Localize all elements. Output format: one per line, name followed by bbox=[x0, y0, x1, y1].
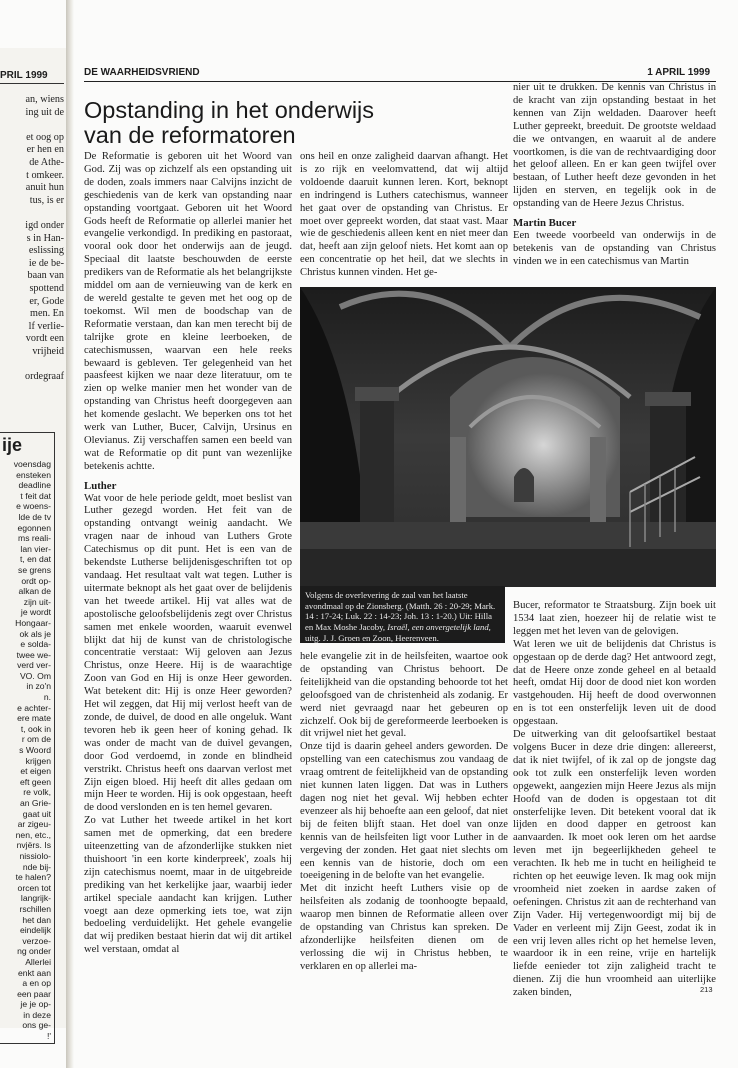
column-3-bottom bbox=[513, 600, 716, 1000]
previous-page-box-text: voensdag ensteken deadline t feit dat e woens- lde de tv egonnen ms reali- lan vier- t, en dat se grens ordt op- alkan de zijn uit- je wordt Hongaar- ok als je e solda- twee we- verd ver- VO. Om in zo'n n. e achter- ere mate t, ook in r om de s Woord krijgen et eigen eft geen re volk, an Grie- gaat uit ar zigeu- nen, etc., nvjërs. Is nissiolo- nde bij- te halen? orcen tot langrijk- rschillen het dan eindelijk verzoe- ng onder Allerlei enkt aan a en op een paar je je op- in deze ons ge- !' bbox=[13, 459, 51, 1042]
col2-paragraph-2: Onze tijd is daarin geheel anders geworden. De opstelling van een catechismus zou vandaag de vraag omtrent de feitelijkheid van de opstanding niet kunnen laten liggen. Dat was in Luthers dagen nog niet het geval. Wij hebben echter evenzeer als hij behoefte aan een geloof, dat niet bij de feiten blijft staan. Het doel van onze kennis van de heilsfeiten ligt voor Luther in de vergeving der zonden. Het gaat niet slechts om een kennis van de historie, doch om een toeeigening in de belofte van het evangelie. bbox=[300, 741, 508, 882]
col2-paragraph-3: Met dit inzicht heeft Luthers visie op de heilsfeiten als zodanig de toonhoogte bepaald, waarop men binnen de Reformatie alleen over de opstanding van Christus kan spreken. De afzonderlijke heilsfeiten dienen om de verlossing die wij in Christus hebben, te verklaren en op allerlei ma- bbox=[300, 883, 508, 972]
previous-page-box bbox=[0, 432, 55, 1044]
col3-top-paragraph: nier uit te drukken. De kennis van Christus in de kracht van zijn opstanding bestaat in het kennen van Zijn weldaden. Daarover heeft Luther gepreekt, breeduit. De grootste weldaad die we ontvangen, en waaruit al de andere voortkomen, is die van de rechtvaardiging door het geloof alleen. En er kan geen twijfel over bestaan, of Luther heeft deze gevonden in het lijden en sterven, en tegelijk ook in de opstanding van de Heere Jezus Christus. bbox=[513, 82, 716, 210]
previous-page-box-heading: ije bbox=[2, 435, 23, 455]
book-gutter bbox=[66, 0, 74, 1068]
intro-paragraph: De Reformatie is geboren uit het Woord van God. Zij was op zichzelf als een opstanding uit de doden, zoals immers naar Calvijns inzicht de geschiedenis van de kerk van opstanding naar opstanding voortgaat. Geboren uit het Woord Gods heeft de Reformatie op allerlei manier het evangelie verkondigd. In prediking en pastoraat, vooral ook door het onderwijs aan de jeugd. Speciaal dit laatste beschouwden de eerste predikers van de Reformatie als het belangrijkste middel om aan de vernieuwing van de kerk en de wereld gestalte te geven met het oog op de toekomst. Wil men de boodschap van de Reformatie verstaan, dan kan men terecht bij de talrijke grote en kleine leerboeken, de catechismussen, waarvan een hele reeks bewaard is gebleven. Ter gelegenheid van het paasfeest kijken we naar deze literatuur, om te zien op welke manier men het wonder van de opstanding van Christus heeft doorgegeven aan het komende geslacht. We beperken ons tot het werk van Luther, Bucer, Calvijn, Ursinus en Olevianus. Zij verschaffen samen een beeld van wat de Reformatie op dit punt van wezenlijke betekenis achtte. bbox=[84, 151, 292, 472]
caption-publisher: uitg. J. J. Groen en Zoon, Heerenveen. bbox=[305, 632, 439, 643]
luther-heading: Luther bbox=[84, 479, 117, 492]
luther-paragraph-1: Wat voor de hele periode geldt, moet beslist van Luther gezegd worden. Het feit van de opstanding ontvangt weinig aandacht. We vragen naar de inhoud van Luthers Grote Catechismus op dit punt. Het is een van de bekendste Lutherse belijdenisgeschriften tot op vandaag. Het resultaat valt wat tegen. Luther is uitermate beknopt als het gaat over de belijdenis van het tweede artikel. Hij vat alles wat de apostolische geloofsbelijdenis zegt over Christus samen met enkele woorden, waaruit evenwel blijkt dat hij de kunst van de christologische concentratie verstaat: Wij geloven aan Jezus Christus, onze Heere. Hij is de waarachtige Zoon van God en Hij is onze Heer geworden. Wat betekent dit: Hij is onze Heer geworden? Het wil zeggen, dat Hij mij verlost heeft van de zonde, de duivel, de dood en alle ongeluk. Want tevoren heb ik geen heer of koning gehad. Ik was onder de macht van de duivel gevangen, door God verdoemd, in zonde en blindheid verstrikt. Christus heeft ons daarvan verlost met Zijn eigen bloed. Hij heeft dit alles gedaan om mijn Heer te worden. Hij is ook opgestaan, heeft de dood verslonden en is ten hemel gevaren. bbox=[84, 492, 292, 814]
previous-page-text: an, wiens ing uit de et oog op er hen en de Athe- t omkeer. anuit hun tus, is er igd onder s in Han- eslissing ie de be- baan van spottend er, Gode men. En lf verlie- vordt een vrijheid ordegraaf bbox=[24, 94, 64, 383]
col2-top-paragraph: ons heil en onze zaligheid daarvan afhangt. Het is zo rijk en veelomvattend, dat wij altijd voldoende daaruit kunnen leren. Kort, beknopt en indringend is Luthers catechismus, wanneer het gaat over de opstanding van Christus. Er moet over gepreekt worden, dat staat vast. Maar wie de geschiedenis alleen kent en niet meer dan dat, heeft aan zijn geloof niets. Het komt aan op een concentratie op het heil, dat we slechts in Christus kunnen vinden. Het ge- bbox=[300, 151, 508, 279]
issue-date: 1 APRIL 1999 bbox=[647, 67, 710, 78]
column-2-bottom bbox=[300, 651, 508, 974]
caption-text: Volgens de overlevering de zaal van het laatste avondmaal op de Zionsberg. (Matth. 26 : 20-29; Mark. 14 : 17-24; Luk. 22 : 14-23; Joh. 13 : 1-20.) Uit: Hilla en Max Moshe Jacoby, bbox=[305, 590, 496, 633]
column-1 bbox=[84, 151, 292, 957]
page-header bbox=[84, 67, 716, 82]
col3-paragraph-1: Bucer, reformator te Straatsburg. Zijn boek uit 1534 laat zien, hoezeer hij de relatie wist te leggen met het leven van de gelovigen. bbox=[513, 600, 716, 637]
luther-paragraph-2: Zo vat Luther het tweede artikel in het kort samen met de opmerking, dat een bredere uiteenzetting van de afzonderlijke stukken niet thuishoort 'in een korte kinderpreek', zoals hij zijn catechismus noemt, maar in de uitgebreide prediking van het kerkelijke jaar, waarbij ieder artikel speciale aandacht kan krijgen. Luther voegt aan deze opmerking iets toe, wat zijn bedoeling verduidelijkt. Het gehele evangelie dat wij prediken bestaat hierin dat wij dit artikel wel verstaan, omdat al bbox=[84, 815, 292, 956]
col2-paragraph-1: hele evangelie zit in de heilsfeiten, waartoe ook de opstanding van Christus behoort. De feitelijkheid van die opstanding behoorde tot het geloofsgoed van de christenheid als zodanig. Er werd niet gevraagd naar het gebeuren op zichzelf. Ook bij de gereformeerde leerboeken is dit vrijwel niet het geval. bbox=[300, 651, 508, 740]
magazine-name: DE WAARHEIDSVRIEND bbox=[84, 67, 200, 78]
column-2-top bbox=[300, 151, 508, 280]
col3-paragraph-3: De uitwerking van dit geloofsartikel bestaat volgens Bucer in deze drie dingen: allereerst, dat ik niet twijfel, of ik zal op de jongste dag ook tot zulk een onsterfelijk leven worden opgewekt, aangezien mijn Heere Jezus als mijn Hoofd van de doden is opgestaan tot dit onsterfelijke leven. Dit betekent vooral dat ik lijden en dood dapper en getroost kan aanvaarden. Ik moet ook leren om het aardse leven met ijn begeerlijkheden geheel te verachten. Ik heb me in tucht en heiligheid te richten op het eeuwige leven. Ik mag ook mijn vroomheid niet zoeken in aardse zaken of oefeningen. Christus zit aan de rechterhand van Zijn Vader. Hij vertegenwoordigt mij bij de Vader en verleent mij Zijn Geest, zodat ik in een vrij leven alles richt op het hemelse leven, waardoor ik in een reine, vrije en hartelijk liefde eenieder tot zijn zaligheid tracht te dienen. Zij die hun vroomheid aan uiterlijke zaken binden, bbox=[513, 729, 716, 999]
previous-page-edge bbox=[0, 48, 68, 1042]
bucer-intro: Een tweede voorbeeld van onderwijs in de betekenis van de opstanding van Christus vinden we in een catechismus van Martin bbox=[513, 229, 716, 267]
col3-paragraph-2: Wat leren we uit de belijdenis dat Christus is opgestaan op de derde dag? Het antwoord zegt, dat de Heere onze zonde geheel en al betaald heeft, omdat Hij door de dood niet kon worden vastgehouden. Hij heeft de dood overwonnen en is tot een onsterfelijk leven uit de dood opgestaan. bbox=[513, 638, 716, 728]
previous-page-header: PRIL 1999 bbox=[0, 70, 64, 84]
gothic-hall-illustration bbox=[300, 287, 716, 587]
chapel-photo bbox=[300, 287, 716, 587]
bucer-heading: Martin Bucer bbox=[513, 217, 577, 230]
caption-book-title: Israël, een onvergetelijk land, bbox=[387, 622, 491, 633]
column-3-top bbox=[513, 82, 716, 269]
photo-caption bbox=[300, 586, 505, 643]
article-title: Opstanding in het onderwijs van de reformatoren bbox=[84, 97, 375, 148]
page-number: 213 bbox=[700, 985, 713, 994]
